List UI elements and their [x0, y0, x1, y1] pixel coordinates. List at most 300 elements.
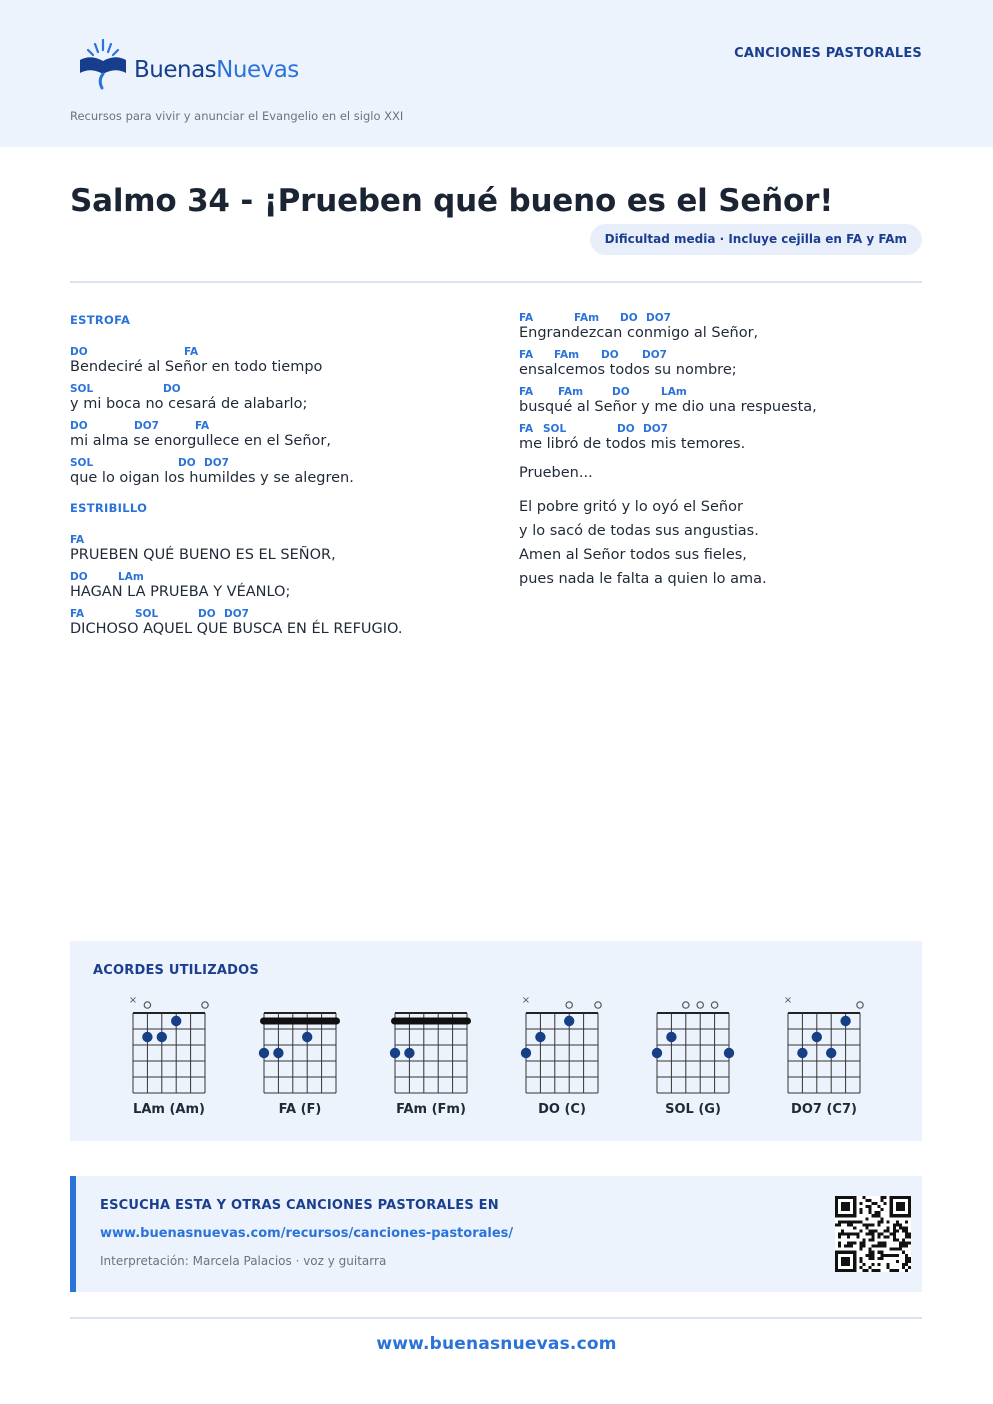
chords-used-panel: [70, 941, 922, 1141]
qr-module: [881, 1242, 884, 1245]
qr-module: [862, 1239, 865, 1242]
qr-module: [878, 1236, 881, 1239]
open-string-marker: [566, 1002, 572, 1008]
finger-dot: [652, 1048, 662, 1058]
chord-label: LAm: [118, 571, 144, 583]
qr-module: [868, 1257, 871, 1260]
qr-module: [881, 1254, 884, 1257]
qr-module: [896, 1220, 899, 1223]
qr-module: [881, 1232, 884, 1235]
qr-module: [881, 1251, 884, 1254]
barre-bar: [260, 1018, 340, 1025]
qr-module: [908, 1260, 911, 1263]
chord-label: FA: [195, 420, 210, 432]
chord-fretboard: [240, 993, 360, 1097]
qr-module: [908, 1257, 911, 1260]
qr-module: [868, 1254, 871, 1257]
chord-label: SOL: [70, 457, 94, 469]
lyric-text: ensalcemos todos su nombre;: [519, 362, 737, 378]
chord-label: FA: [519, 423, 534, 435]
qr-module: [859, 1202, 862, 1205]
qr-module: [908, 1236, 911, 1239]
qr-module: [884, 1242, 887, 1245]
qr-module: [902, 1245, 905, 1248]
qr-module: [868, 1205, 871, 1208]
chord-label: FA: [184, 346, 199, 358]
qr-module: [902, 1229, 905, 1232]
qr-module: [875, 1202, 878, 1205]
section-label-estribillo: ESTRIBILLO: [70, 501, 148, 515]
qr-module: [896, 1248, 899, 1251]
chord-label: FA: [519, 312, 534, 324]
qr-module: [859, 1257, 862, 1260]
qr-module: [884, 1236, 887, 1239]
open-book-icon: [76, 36, 130, 90]
chord-row: [70, 568, 500, 584]
lyric-text: DICHOSO AQUEL QUE BUSCA EN ÉL REFUGIO.: [70, 621, 403, 637]
finger-dot: [390, 1048, 400, 1058]
finger-dot: [840, 1016, 850, 1026]
qr-module: [893, 1223, 896, 1226]
chord-name: SOL (G): [665, 1102, 721, 1117]
muted-string-marker: ×: [128, 995, 138, 1006]
qr-module: [871, 1202, 874, 1205]
qr-module: [881, 1217, 884, 1220]
qr-module: [896, 1239, 899, 1242]
qr-module: [868, 1208, 871, 1211]
lyric-text: que lo oigan los humildes y se alegren.: [70, 470, 354, 486]
qr-module: [905, 1232, 908, 1235]
finger-dot: [171, 1016, 181, 1026]
qr-module: [868, 1229, 871, 1232]
qr-module: [859, 1220, 862, 1223]
qr-module: [859, 1211, 862, 1214]
qr-module: [896, 1254, 899, 1257]
lyric-text: mi alma se enorgullece en el Señor,: [70, 433, 331, 449]
qr-module: [871, 1229, 874, 1232]
qr-module: [893, 1232, 896, 1235]
qr-module: [871, 1263, 874, 1266]
qr-module: [871, 1251, 874, 1254]
qr-module: [890, 1232, 893, 1235]
chord-name: DO (C): [538, 1102, 586, 1117]
brand-logo[interactable]: [76, 36, 299, 90]
chord-row: [70, 605, 500, 621]
open-string-marker: [144, 1002, 150, 1008]
chord-row: [70, 380, 500, 396]
qr-module: [899, 1226, 902, 1229]
qr-module: [887, 1263, 890, 1266]
chord-label: DO: [178, 457, 196, 469]
chord-row: [70, 454, 500, 470]
lyrics-right-column: [519, 309, 949, 591]
chord-row: [519, 383, 949, 399]
refrain-reference: Prueben...: [519, 465, 593, 481]
qr-module: [893, 1269, 896, 1272]
chord-label: DO7: [134, 420, 159, 432]
qr-module: [871, 1214, 874, 1217]
chord-diagram-fam: [371, 993, 491, 1123]
chord-fretboard: [633, 993, 753, 1097]
qr-module: [884, 1229, 887, 1232]
qr-module: [841, 1232, 844, 1235]
qr-module: [850, 1245, 853, 1248]
qr-module: [875, 1269, 878, 1272]
qr-module: [899, 1223, 902, 1226]
qr-module: [859, 1266, 862, 1269]
qr-module: [893, 1248, 896, 1251]
lyric-line: [70, 531, 500, 564]
qr-module: [902, 1266, 905, 1269]
chord-name: FA (F): [278, 1102, 322, 1117]
chord-label: DO: [70, 571, 88, 583]
finger-dot: [142, 1032, 152, 1042]
qr-module: [859, 1242, 862, 1245]
chord-diagram-fa: [240, 993, 360, 1123]
open-string-marker: [595, 1002, 601, 1008]
qr-module: [871, 1236, 874, 1239]
qr-module: [856, 1236, 859, 1239]
qr-module: [865, 1226, 868, 1229]
qr-module: [878, 1269, 881, 1272]
lyric-text: Amen al Señor todos sus fieles,: [519, 547, 747, 563]
qr-module: [878, 1232, 881, 1235]
listen-panel: [70, 1176, 922, 1292]
lyric-text: y mi boca no cesará de alabarlo;: [70, 396, 308, 412]
qr-module: [847, 1245, 850, 1248]
lyric-line: [519, 346, 949, 379]
chord-label: DO: [198, 608, 216, 620]
chord-name: DO7 (C7): [791, 1102, 857, 1117]
divider: [70, 1317, 922, 1319]
chord-diagram-lam: [109, 993, 229, 1123]
qr-module: [884, 1254, 887, 1257]
lyric-text: El pobre gritó y lo oyó el Señor: [519, 499, 743, 515]
qr-module: [850, 1232, 853, 1235]
finger-dot: [724, 1048, 734, 1058]
section-category: CANCIONES PASTORALES: [734, 46, 922, 61]
qr-module: [871, 1223, 874, 1226]
qr-module: [887, 1229, 890, 1232]
lyric-text: HAGAN LA PRUEBA Y VÉANLO;: [70, 584, 291, 600]
qr-module: [868, 1251, 871, 1254]
chord-name: LAm (Am): [133, 1102, 205, 1117]
chord-row: [519, 420, 949, 436]
brand-name-part1: Buenas: [134, 57, 217, 83]
qr-module: [847, 1232, 850, 1235]
chords-used-title: ACORDES UTILIZADOS: [93, 963, 259, 978]
qr-module: [908, 1242, 911, 1245]
lyric-text: PRUEBEN QUÉ BUENO ES EL SEÑOR,: [70, 547, 336, 563]
finger-dot: [157, 1032, 167, 1042]
qr-module: [896, 1223, 899, 1226]
open-string-marker: [711, 1002, 717, 1008]
qr-module: [881, 1208, 884, 1211]
qr-module: [841, 1229, 844, 1232]
qr-module: [878, 1220, 881, 1223]
lyric-line: [70, 568, 500, 601]
chord-label: FA: [519, 349, 534, 361]
barre-bar: [391, 1018, 471, 1025]
finger-dot: [521, 1048, 531, 1058]
qr-module: [887, 1236, 890, 1239]
qr-module: [862, 1223, 865, 1226]
section-label-estrofa: ESTROFA: [70, 313, 131, 327]
qr-module: [838, 1223, 841, 1226]
qr-finder: [841, 1202, 850, 1211]
qr-module: [881, 1220, 884, 1223]
finger-dot: [826, 1048, 836, 1058]
chord-name: FAm (Fm): [396, 1102, 466, 1117]
chord-label: SOL: [70, 383, 94, 395]
qr-module: [902, 1239, 905, 1242]
finger-dot: [302, 1032, 312, 1042]
qr-module: [905, 1226, 908, 1229]
qr-module: [844, 1245, 847, 1248]
qr-module: [905, 1263, 908, 1266]
qr-module: [881, 1196, 884, 1199]
qr-module: [884, 1245, 887, 1248]
qr-module: [853, 1226, 856, 1229]
qr-module: [871, 1239, 874, 1242]
qr-module: [896, 1269, 899, 1272]
finger-dot: [564, 1016, 574, 1026]
muted-string-marker: ×: [521, 995, 531, 1006]
qr-module: [875, 1214, 878, 1217]
qr-module: [847, 1220, 850, 1223]
qr-module: [884, 1202, 887, 1205]
qr-module: [850, 1223, 853, 1226]
chord-diagram-sol: [633, 993, 753, 1123]
difficulty-badge: Dificultad media · Incluye cejilla en FA y FAm: [590, 224, 922, 255]
stanza: [519, 495, 949, 591]
qr-module: [893, 1229, 896, 1232]
chord-diagram-do7: [764, 993, 884, 1123]
qr-finder: [896, 1202, 905, 1211]
qr-module: [908, 1266, 911, 1269]
qr-module: [905, 1242, 908, 1245]
qr-module: [887, 1220, 890, 1223]
chord-label: DO: [163, 383, 181, 395]
lyric-text: Bendeciré al Señor en todo tiempo: [70, 359, 323, 375]
qr-module: [878, 1211, 881, 1214]
qr-module: [847, 1242, 850, 1245]
qr-module: [905, 1257, 908, 1260]
qr-module: [853, 1232, 856, 1235]
qr-module: [835, 1223, 838, 1226]
qr-module: [865, 1223, 868, 1226]
qr-module: [875, 1245, 878, 1248]
chord-label: FA: [70, 534, 85, 546]
open-string-marker: [857, 1002, 863, 1008]
qr-module: [841, 1220, 844, 1223]
qr-module: [868, 1232, 871, 1235]
tagline: Recursos para vivir y anunciar el Evangelio en el siglo XXI: [70, 109, 404, 123]
qr-module: [881, 1257, 884, 1260]
qr-module: [844, 1232, 847, 1235]
qr-module: [850, 1242, 853, 1245]
qr-module: [905, 1254, 908, 1257]
qr-module: [902, 1251, 905, 1254]
muted-string-marker: ×: [783, 995, 793, 1006]
qr-module: [899, 1245, 902, 1248]
qr-module: [905, 1229, 908, 1232]
qr-module: [847, 1236, 850, 1239]
qr-module: [868, 1211, 871, 1214]
qr-module: [878, 1263, 881, 1266]
qr-module: [878, 1245, 881, 1248]
open-string-marker: [202, 1002, 208, 1008]
chord-label: FAm: [554, 349, 580, 361]
chord-row: [70, 531, 500, 547]
qr-module: [878, 1242, 881, 1245]
qr-module: [850, 1220, 853, 1223]
lyric-line: [519, 309, 949, 342]
qr-module: [859, 1229, 862, 1232]
lyric-line: [70, 343, 500, 376]
finger-dot: [797, 1048, 807, 1058]
chord-diagram-do: [502, 993, 622, 1123]
qr-module: [905, 1269, 908, 1272]
qr-module: [862, 1196, 865, 1199]
qr-module: [902, 1242, 905, 1245]
qr-module: [878, 1257, 881, 1260]
brand-name: [134, 57, 299, 83]
chord-label: DO7: [646, 312, 671, 324]
chord-fretboard: [502, 993, 622, 1097]
qr-module: [844, 1220, 847, 1223]
chord-label: DO7: [204, 457, 229, 469]
qr-module: [838, 1232, 841, 1235]
qr-module: [887, 1266, 890, 1269]
qr-module: [865, 1232, 868, 1235]
qr-module: [853, 1220, 856, 1223]
qr-module: [838, 1245, 841, 1248]
qr-module: [862, 1245, 865, 1248]
qr-module: [899, 1242, 902, 1245]
lyric-text: busqué al Señor y me dio una respuesta,: [519, 399, 817, 415]
qr-module: [859, 1248, 862, 1251]
chord-label: DO: [617, 423, 635, 435]
qr-module: [884, 1196, 887, 1199]
qr-finder: [841, 1257, 850, 1266]
chord-label: SOL: [543, 423, 567, 435]
qr-module: [902, 1263, 905, 1266]
chord-label: FAm: [574, 312, 600, 324]
finger-dot: [812, 1032, 822, 1042]
qr-module: [871, 1254, 874, 1257]
qr-module: [908, 1232, 911, 1235]
chord-label: DO: [620, 312, 638, 324]
qr-module: [862, 1269, 865, 1272]
qr-module: [865, 1199, 868, 1202]
open-string-marker: [697, 1002, 703, 1008]
qr-module: [896, 1229, 899, 1232]
qr-module: [853, 1242, 856, 1245]
chord-fretboard: [764, 993, 884, 1097]
qr-module: [905, 1236, 908, 1239]
qr-module: [868, 1239, 871, 1242]
qr-module: [838, 1236, 841, 1239]
qr-module: [881, 1245, 884, 1248]
lyric-text: y lo sacó de todas sus angustias.: [519, 523, 759, 539]
qr-module: [868, 1199, 871, 1202]
lyric-line: [70, 380, 500, 413]
qr-module: [862, 1263, 865, 1266]
chord-fretboard: [109, 993, 229, 1097]
brand-name-part2: Nuevas: [216, 57, 299, 83]
chord-label: FAm: [558, 386, 584, 398]
qr-module: [865, 1269, 868, 1272]
lyric-text: pues nada le falta a quien lo ama.: [519, 571, 767, 587]
chord-label: LAm: [661, 386, 687, 398]
qr-module: [871, 1245, 874, 1248]
qr-module: [838, 1242, 841, 1245]
finger-dot: [273, 1048, 283, 1058]
qr-module: [865, 1205, 868, 1208]
qr-module: [893, 1239, 896, 1242]
qr-module: [893, 1254, 896, 1257]
qr-module: [856, 1220, 859, 1223]
qr-module: [862, 1242, 865, 1245]
qr-module: [875, 1211, 878, 1214]
qr-module: [859, 1245, 862, 1248]
lyric-text: Engrandezcan conmigo al Señor,: [519, 325, 759, 341]
qr-module: [878, 1205, 881, 1208]
qr-module: [856, 1232, 859, 1235]
chord-label: DO7: [643, 423, 668, 435]
lyric-line: [70, 605, 500, 638]
qr-module: [887, 1226, 890, 1229]
qr-module: [890, 1269, 893, 1272]
lyric-line: [519, 420, 949, 453]
lyrics-left-column: [70, 310, 500, 638]
open-string-marker: [683, 1002, 689, 1008]
lyric-line: [70, 454, 500, 487]
qr-module: [865, 1254, 868, 1257]
qr-module: [902, 1226, 905, 1229]
divider: [70, 281, 922, 283]
qr-module: [859, 1208, 862, 1211]
qr-module: [878, 1223, 881, 1226]
qr-module: [878, 1214, 881, 1217]
qr-module: [905, 1220, 908, 1223]
qr-module: [871, 1232, 874, 1235]
qr-module: [868, 1248, 871, 1251]
chord-row: [70, 417, 500, 433]
finger-dot: [666, 1032, 676, 1042]
lyric-line: [519, 383, 949, 416]
qr-module: [893, 1236, 896, 1239]
listen-title: ESCUCHA ESTA Y OTRAS CANCIONES PASTORALES EN: [100, 1198, 499, 1213]
qr-module: [890, 1254, 893, 1257]
chord-label: FA: [519, 386, 534, 398]
performer-credit: Interpretación: Marcela Palacios · voz y guitarra: [100, 1254, 387, 1268]
finger-dot: [259, 1048, 269, 1058]
qr-module: [881, 1199, 884, 1202]
chord-label: DO: [601, 349, 619, 361]
qr-module: [868, 1223, 871, 1226]
qr-module: [847, 1223, 850, 1226]
listen-link[interactable]: www.buenasnuevas.com/recursos/canciones-pastorales/: [100, 1226, 514, 1241]
qr-code[interactable]: [835, 1196, 911, 1272]
qr-module: [878, 1251, 881, 1254]
qr-module: [871, 1269, 874, 1272]
footer-link[interactable]: www.buenasnuevas.com: [376, 1334, 617, 1354]
qr-module: [887, 1254, 890, 1257]
qr-module: [893, 1226, 896, 1229]
page-header: [0, 0, 993, 147]
